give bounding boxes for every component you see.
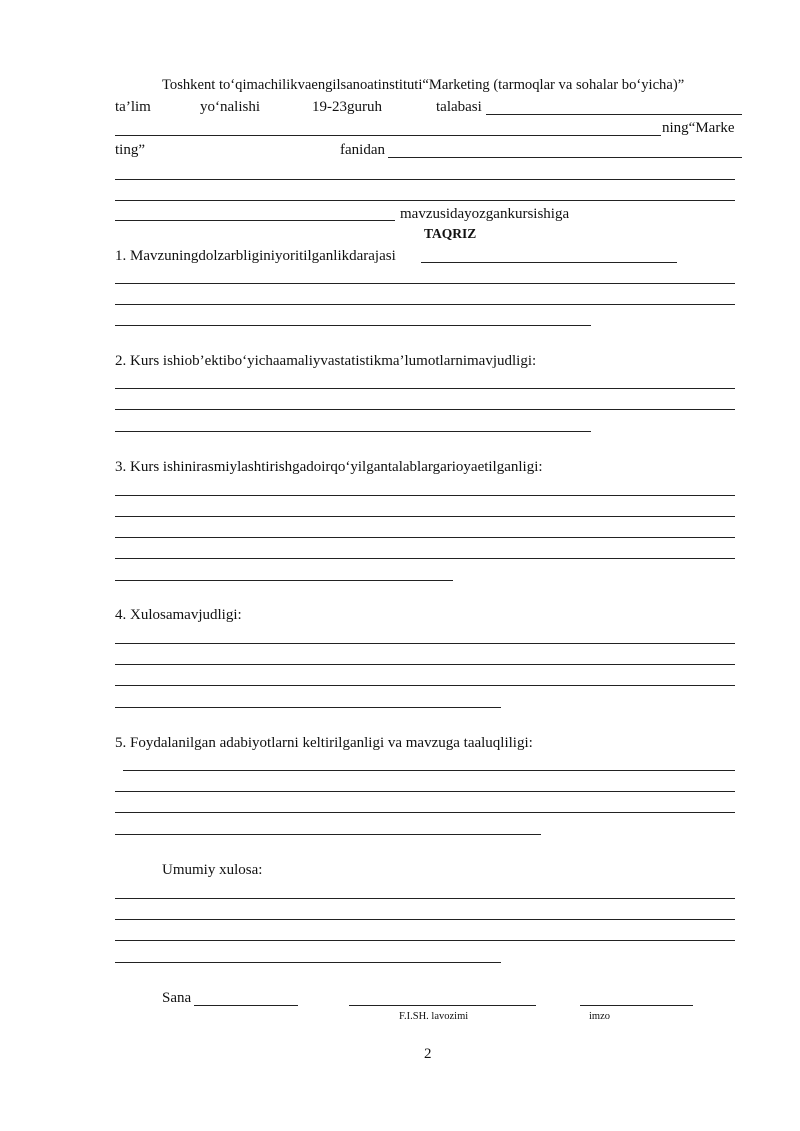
intro-ting: ting” (115, 142, 145, 158)
section-2-line-2[interactable] (115, 409, 735, 410)
intro-mavzusida: mavzusidayozgankursishiga (400, 206, 570, 222)
section-2-line-3[interactable] (115, 431, 591, 432)
section-4-line-4[interactable] (115, 707, 501, 708)
summary-line-2[interactable] (115, 919, 735, 920)
section-2-line-1[interactable] (115, 388, 735, 389)
signature-line[interactable] (580, 1005, 693, 1006)
section-5-line-4[interactable] (115, 834, 541, 835)
section-3-heading: 3. Kurs ishinirasmiylashtirishgadoirqo‘yilgantalablargarioyaetilganligi: (115, 459, 543, 475)
summary-line-3[interactable] (115, 940, 735, 941)
signature-caption: imzo (589, 1011, 610, 1022)
date-label: Sana (162, 990, 192, 1006)
section-1-heading: 1. Mavzuningdolzarbliginiyoritilganlikdarajasi (115, 248, 396, 264)
intro-line-1: Toshkent to‘qimachilikvaengilsanoatinstituti“Marketing (tarmoqlar va sohalar bo‘yicha)” (162, 77, 685, 93)
topic-line-2[interactable] (115, 179, 735, 180)
summary-line-4[interactable] (115, 962, 501, 963)
intro-fanidan: fanidan (340, 142, 385, 158)
section-4-line-1[interactable] (115, 643, 735, 644)
student-name-line-2[interactable] (115, 135, 661, 136)
section-5-heading: 5. Foydalanilgan adabiyotlarni keltirilganligi va mavzuga taaluqliligi: (115, 735, 533, 751)
name-position-caption: F.I.SH. lavozimi (399, 1011, 469, 1022)
section-5-line-2[interactable] (115, 791, 735, 792)
intro-group: 19-23guruh (312, 99, 382, 115)
section-5-line-1[interactable] (123, 770, 735, 771)
section-2-heading: 2. Kurs ishiob’ektibo‘yichaamaliyvastatistikma’lumotlarnimavjudligi: (115, 353, 537, 369)
section-5-line-3[interactable] (115, 812, 735, 813)
intro-ning-marke: ning“Marke (662, 120, 735, 136)
intro-word-talabasi: talabasi (436, 99, 482, 115)
section-1-line-0[interactable] (421, 262, 677, 263)
page-number: 2 (424, 1046, 432, 1062)
student-name-line[interactable] (486, 114, 742, 115)
name-position-line[interactable] (349, 1005, 536, 1006)
date-line[interactable] (194, 1005, 298, 1006)
section-3-line-2[interactable] (115, 516, 735, 517)
topic-line-1[interactable] (388, 157, 742, 158)
section-3-line-4[interactable] (115, 558, 735, 559)
section-1-line-1[interactable] (115, 283, 735, 284)
intro-word-talim: ta’lim (115, 99, 151, 115)
section-3-line-5[interactable] (115, 580, 453, 581)
section-4-line-3[interactable] (115, 685, 735, 686)
topic-line-4[interactable] (115, 220, 395, 221)
section-4-line-2[interactable] (115, 664, 735, 665)
summary-line-1[interactable] (115, 898, 735, 899)
intro-word-yonalishi: yo‘nalishi (200, 99, 260, 115)
summary-heading: Umumiy xulosa: (162, 862, 263, 878)
section-1-line-2[interactable] (115, 304, 735, 305)
page-title: TAQRIZ (424, 226, 477, 241)
section-3-line-1[interactable] (115, 495, 735, 496)
section-4-heading: 4. Xulosamavjudligi: (115, 607, 242, 623)
section-3-line-3[interactable] (115, 537, 735, 538)
topic-line-3[interactable] (115, 200, 735, 201)
section-1-line-3[interactable] (115, 325, 591, 326)
